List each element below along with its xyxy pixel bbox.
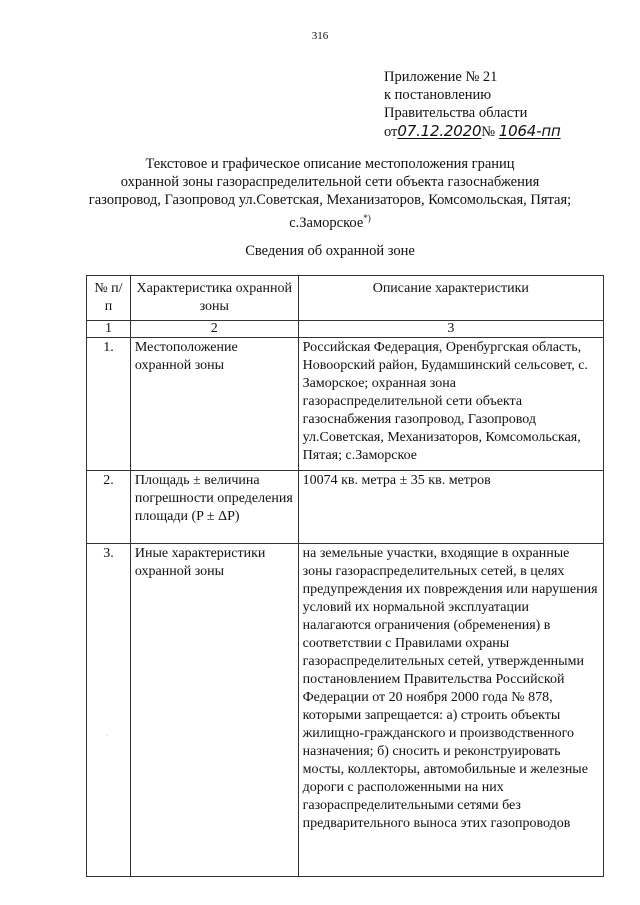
section-subtitle: Сведения об охранной зоне bbox=[245, 243, 415, 259]
table-row bbox=[87, 471, 604, 544]
row-description: 10074 кв. метра ± 35 кв. метров bbox=[298, 471, 603, 544]
number-label: № bbox=[481, 124, 496, 140]
title-location: с.Заморское bbox=[289, 214, 364, 231]
row-number: 1. bbox=[87, 338, 131, 471]
footnote-mark: *) bbox=[363, 213, 371, 223]
handwritten-number: 1064-пп bbox=[498, 122, 561, 140]
row-characteristic: Площадь ± величина погрешности определения площади (P ± ΔP) bbox=[130, 471, 298, 544]
column-number: 3 bbox=[298, 321, 603, 338]
title-line-2: охранной зоны газораспределительной сети объекта газоснабжения bbox=[120, 174, 540, 190]
zone-info-table bbox=[86, 275, 604, 877]
table-row bbox=[87, 338, 604, 471]
row-characteristic: Иные характеристики охранной зоны bbox=[130, 544, 298, 877]
page-number: 316 bbox=[311, 30, 329, 42]
column-numbers-row bbox=[87, 321, 604, 338]
document-title bbox=[60, 155, 600, 232]
header-description: Описание характеристики bbox=[298, 276, 603, 321]
scan-speck: · bbox=[106, 733, 108, 739]
appendix-line-1: Приложение № 21 bbox=[384, 69, 498, 85]
from-label: от bbox=[384, 124, 398, 140]
table-row bbox=[87, 544, 604, 877]
title-line-4 bbox=[60, 209, 600, 232]
appendix-line-2: к постановлению bbox=[384, 87, 492, 103]
row-number: 3. bbox=[87, 544, 131, 877]
column-number: 2 bbox=[130, 321, 298, 338]
appendix-line-4 bbox=[384, 122, 561, 141]
row-description: на земельные участки, входящие в охранные зоны газораспределительных сетей, в целях предупреждения их повреждения или нарушения условий их нормальной эксплуатации налагаются ограничения (обременения) в соответствии с Правилами охраны газораспределительных сетей, утвержденными постановлением Правительства Российской Федерации от 20 ноября 2000 года № 878, которыми запрещается: а) строить объекты жилищно-гражданского и производственного назначения; б) сносить и реконструировать мосты, коллекторы, автомобильные и железные дороги с расположенными на них газораспределительными сетями без предварительного выноса этих газопроводов bbox=[298, 544, 603, 877]
header-characteristic: Характеристика охранной зоны bbox=[130, 276, 298, 321]
table-header-row bbox=[87, 276, 604, 321]
title-line-1: Текстовое и графическое описание местоположения границ bbox=[145, 156, 515, 172]
appendix-block bbox=[384, 68, 561, 141]
column-number: 1 bbox=[87, 321, 131, 338]
title-line-3: газопровод, Газопровод ул.Советская, Механизаторов, Комсомольская, Пятая; bbox=[88, 192, 572, 208]
header-number: № п/п bbox=[87, 276, 131, 321]
row-description: Российская Федерация, Оренбургская область, Новоорский район, Будамшинский сельсовет, с. Заморское; охранная зона газораспределительной сети объекта газоснабжения газопровод, Газопровод ул.Советская, Механизаторов, Комсомольская, Пятая; с.Заморское bbox=[298, 338, 603, 471]
appendix-line-3: Правительства области bbox=[384, 105, 528, 121]
row-characteristic: Местоположение охранной зоны bbox=[130, 338, 298, 471]
handwritten-date: 07.12.2020 bbox=[397, 122, 482, 140]
row-number: 2. bbox=[87, 471, 131, 544]
